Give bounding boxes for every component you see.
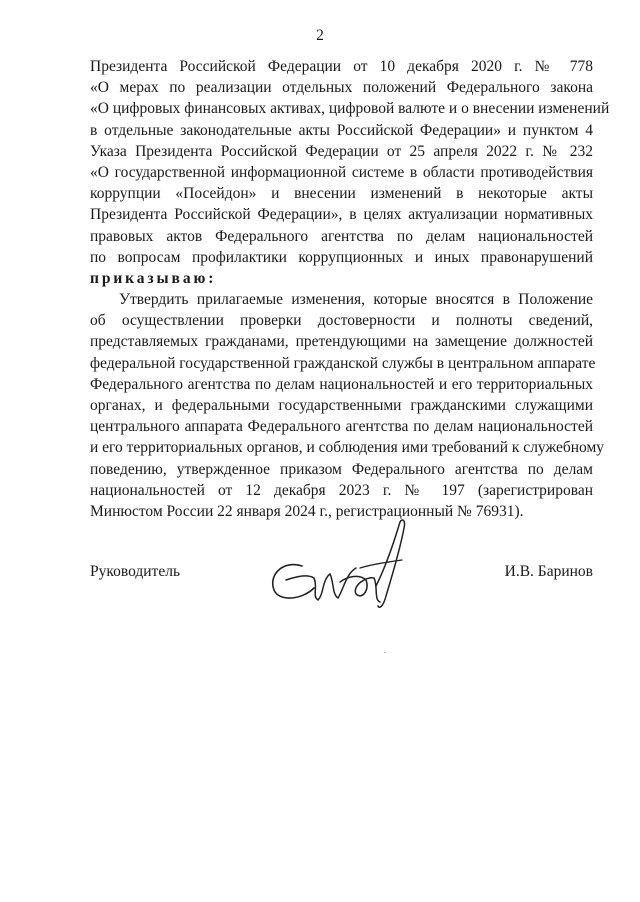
body-line: «О государственной информационной системе в области противодействия xyxy=(90,163,593,181)
body-line: и его территориальных органов, и соблюдения ими требований к служебному xyxy=(90,439,605,457)
signatory-title: Руководитель xyxy=(90,563,181,580)
body-line: Утвердить прилагаемые изменения, которые вносятся в Положение xyxy=(119,291,593,309)
order-word: приказываю: xyxy=(90,269,217,287)
body-line: Президента Российской Федерации от 10 декабря 2020 г. № 778 xyxy=(90,58,593,75)
body-line: коррупции «Посейдон» и внесении изменений в некоторые акты xyxy=(90,185,593,203)
body-line: федеральной государственной гражданской службы в центральном аппарате xyxy=(90,354,596,372)
handwritten-signature xyxy=(262,516,422,612)
body-line: правовых актов Федерального агентства по делам национальностей xyxy=(90,227,593,245)
body-line: об осуществлении проверки достоверности и полноты сведений, xyxy=(90,312,593,330)
document-body xyxy=(90,56,610,522)
body-line: «О цифровых финансовых активах, цифровой валюте и о внесении изменений xyxy=(90,100,610,118)
body-line: Указа Президента Российской Федерации от 25 апреля 2022 г. № 232 xyxy=(90,142,593,160)
body-line: Федерального агентства по делам национальностей и его территориальных xyxy=(90,375,593,393)
signatory-name: И.В. Баринов xyxy=(504,563,593,580)
body-line: центрального аппарата Федерального агентства по делам национальностей xyxy=(90,418,593,436)
body-line: Минюстом России 22 января 2024 г., регистрационный № 76931). xyxy=(90,502,524,520)
scan-speck xyxy=(384,652,386,653)
body-line: поведению, утвержденное приказом Федерального агентства по делам xyxy=(90,460,593,478)
body-line: национальностей от 12 декабря 2023 г. № 197 (зарегистрирован xyxy=(90,481,593,499)
body-line: органах, и федеральными государственными гражданскими служащими xyxy=(90,397,593,414)
body-line: «О мерах по реализации отдельных положений Федерального закона xyxy=(90,79,593,97)
body-line: в отдельные законодательные акты Российской Федерации» и пунктом 4 xyxy=(90,121,593,139)
body-line: Президента Российской Федерации», в целях актуализации нормативных xyxy=(90,206,593,224)
body-line: представляемых гражданами, претендующими на замещение должностей xyxy=(90,333,593,351)
body-line: по вопросам профилактики коррупционных и иных правонарушений xyxy=(90,248,593,266)
page-number: 2 xyxy=(316,27,324,44)
